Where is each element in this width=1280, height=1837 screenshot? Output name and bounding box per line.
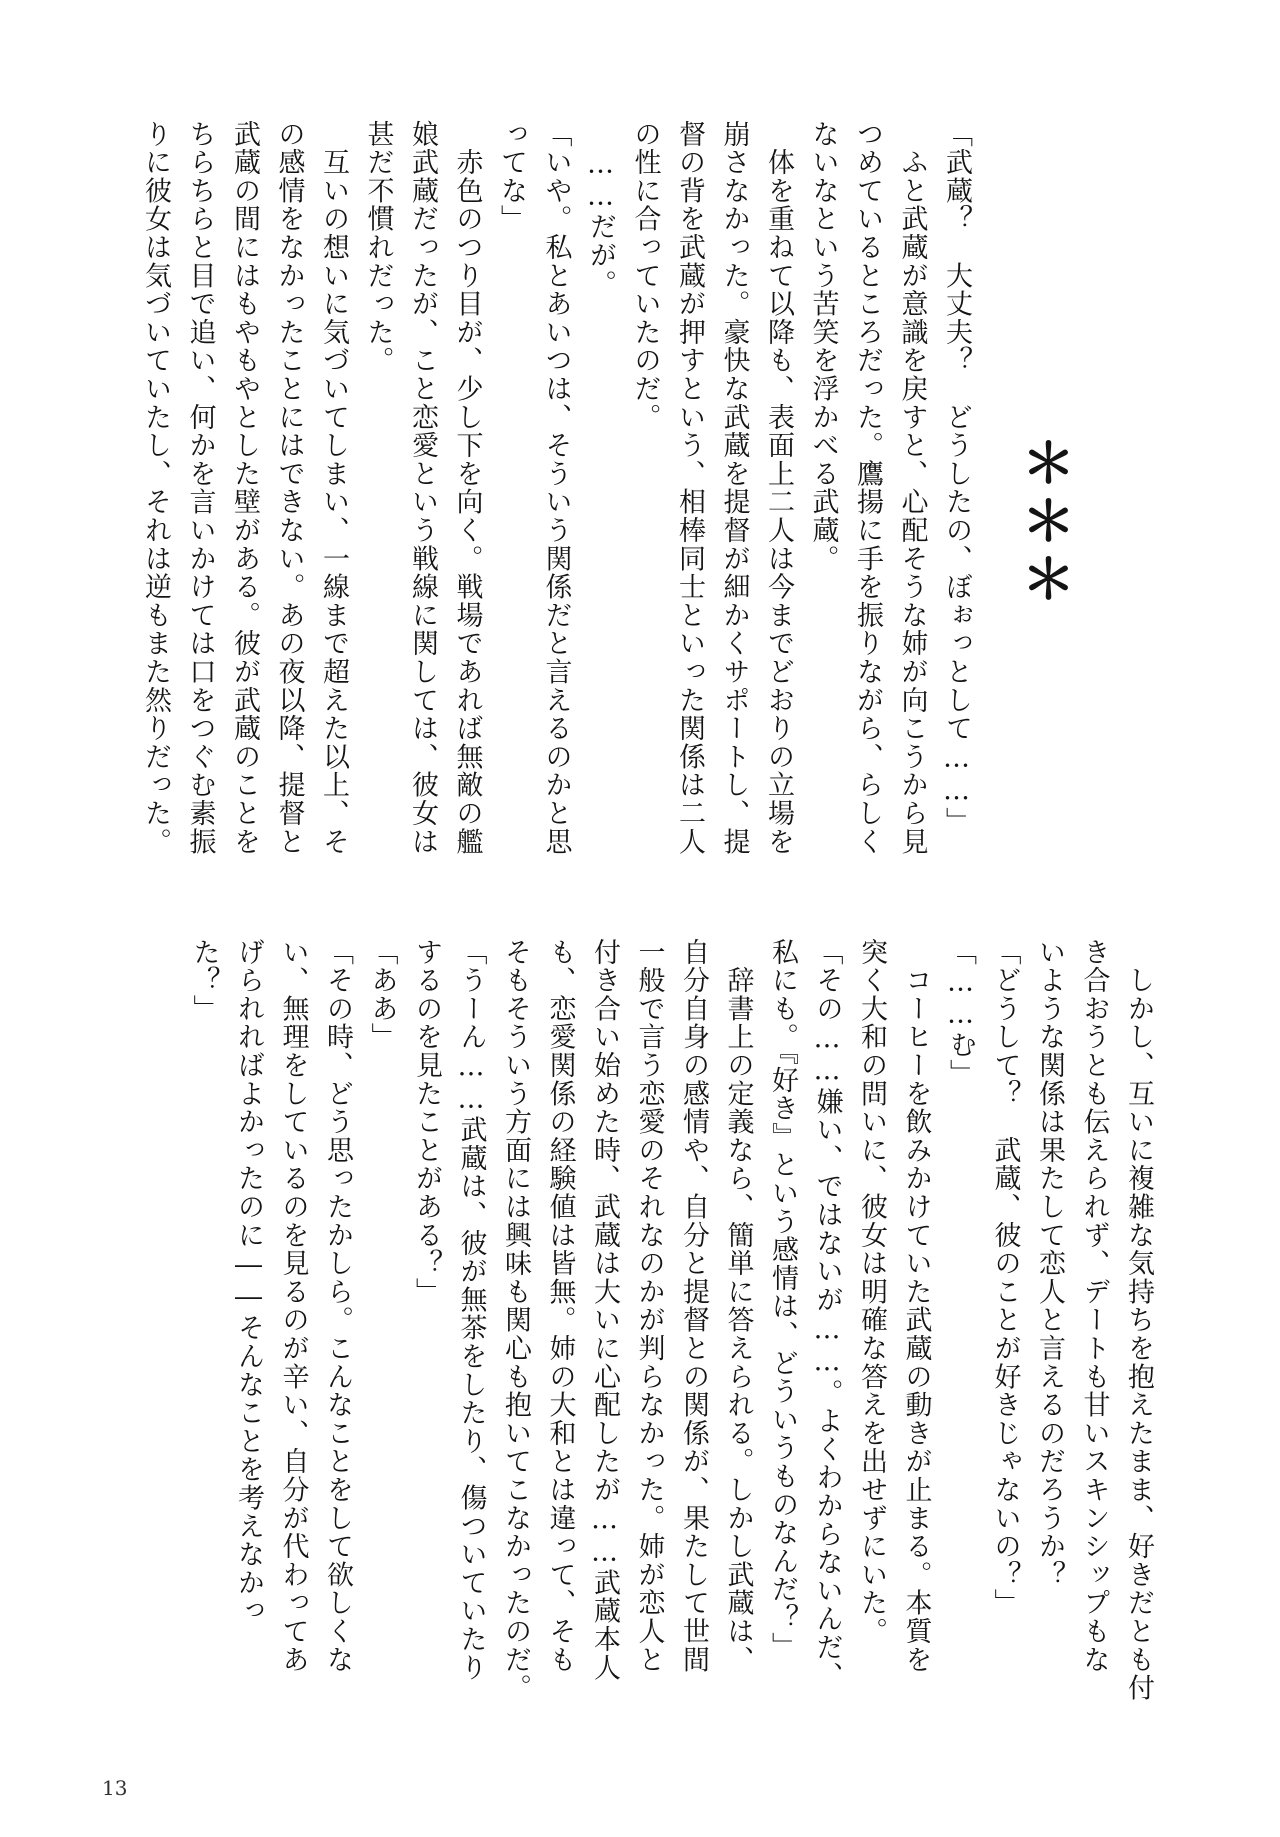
text-line: 「いや。私とあいつは、そういう関係だと言えるのかと思 [540,120,572,856]
top-text-block [133,120,1157,880]
text-line: 辞書上の定義なら、簡単に答えられる。しかし武蔵は、 [722,938,754,1674]
text-line: 「どうして？ 武蔵、彼のことが好きじゃないの？」 [989,938,1021,1618]
text-line: 私にも。『好き』という感情は、どういうものなんだ？」 [767,938,798,1661]
text-line: 「ああ」 [366,938,398,1052]
text-line: ってな」 [496,120,527,234]
text-line: げられればよかったのに――そんなことを考えなかっ [233,938,264,1626]
text-line: ないなという苦笑を浮かべる武蔵。 [807,120,839,573]
text-line: 甚だ不慣れだった。 [362,120,394,375]
text-line: 督の背を武蔵が押すという、相棒同士といった関係は二人 [674,120,705,856]
text-line: の性に合っていたのだ。 [629,120,661,432]
text-line: りに彼女は気づいていたし、それは逆もまた然りだった。 [140,120,171,856]
text-line: 娘武蔵だったが、こと恋愛という戦線に関しては、彼女は [407,120,438,856]
text-line: 赤色のつり目が、少し下を向く。戦場であれば無敵の艦 [451,120,483,856]
text-line: 「……む」 [945,938,976,1088]
section-separator: ＊＊＊ [1013,435,1077,609]
text-line: 「武蔵？ 大丈夫？ どうしたの、ぼぉっとして……」 [941,120,972,836]
column-spacer [1112,120,1157,880]
text-line: ふと武蔵が意識を戻すと、心配そうな姉が向こうから見 [896,120,928,856]
text-line: ……だが。 [585,120,616,298]
text-line: 付き合い始めた時、武蔵は大いに心配したが……武蔵本人 [589,938,620,1682]
text-line: するのを見たことがある？」 [411,938,442,1306]
text-line: コーヒーを飲みかけていた武蔵の動きが止まる。本質を [900,938,932,1674]
text-line: き合おうとも伝えられず、デートも甘いスキンシップもな [1078,938,1110,1674]
text-line: そもそういう方面には興味も関心も抱いてこなかったのだ。 [500,938,531,1703]
text-line: 「その……嫌い、ではないが……。よくわからないんだ、 [811,938,843,1690]
text-line: 崩さなかった。豪快な武蔵を提督が細かくサポートし、提 [718,120,750,856]
text-line: しかし、互いに複雑な気持ちを抱えたまま、好きだとも付 [1123,938,1154,1703]
text-line: の感情をなかったことにはできない。あの夜以降、提督と [273,120,305,856]
text-line: も、恋愛関係の経験値は皆無。姉の大和とは違って、そも [544,938,576,1674]
text-line: 一般で言う恋愛のそれなのかが判らなかった。姉が恋人と [633,938,665,1674]
page-number: 13 [102,1776,128,1800]
text-line: た？」 [188,938,220,1023]
text-line: いような関係は果たして恋人と言えるのだろうか？ [1034,938,1065,1589]
text-line: 武蔵の間にはもやもやとした壁がある。彼が武蔵のことを [229,120,260,856]
text-line: ちらちらと目で追い、何かを言いかけては口をつぐむ素振 [184,120,216,856]
text-line: 体を重ねて以降も、表面上二人は今までどおりの立場を [763,120,794,856]
text-line: 「その時、どう思ったかしら。こんなことをして欲しくな [322,938,353,1674]
text-line: つめているところだった。鷹揚に手を振りながら、らしく [852,120,883,856]
text-line: 「うーん……武蔵は、彼が無茶をしたり、傷ついていたり [455,938,487,1682]
text-line: 互いの想いに気づいてしまい、一線まで超えた以上、そ [318,120,349,856]
text-line: 突く大和の問いに、彼女は明確な答えを出せずにいた。 [856,938,887,1646]
text-line: い、無理をしているのを見るのが辛い、自分が代わってあ [277,938,309,1674]
bottom-text-block [181,938,1160,1774]
text-line: 自分自身の感情や、自分と提督との関係が、果たして世間 [678,938,709,1674]
